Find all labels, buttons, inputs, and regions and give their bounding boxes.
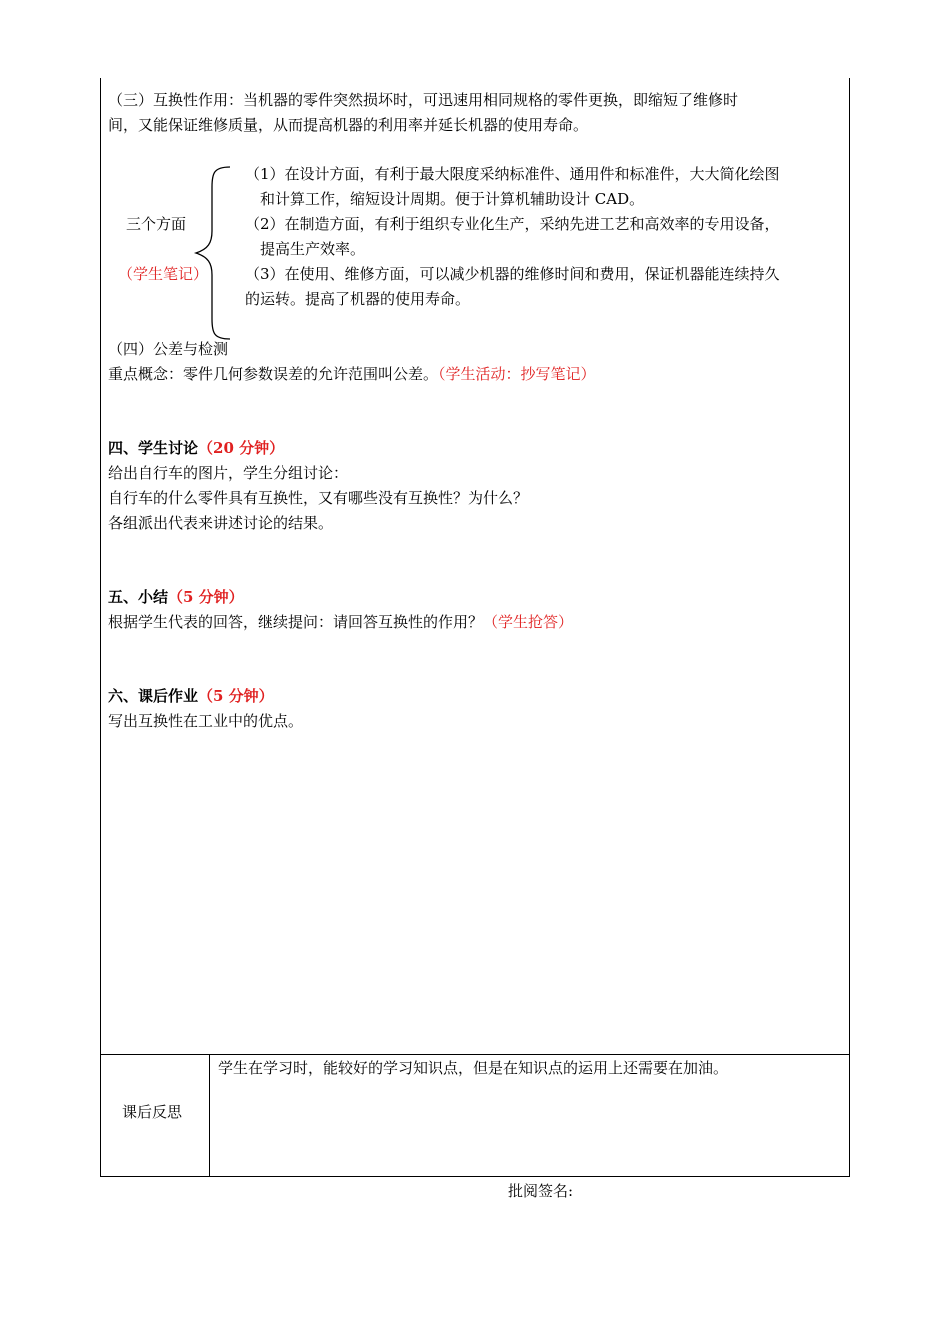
sec4-activity: （学生活动：抄写笔记） <box>438 365 596 383</box>
sec4-concept: 重点概念：零件几何参数误差的允许范围叫公差。 <box>108 365 439 383</box>
aspects-note: （学生笔记） <box>118 265 209 283</box>
curly-brace-icon <box>192 165 232 341</box>
sec4-title: （四）公差与检测 <box>108 340 229 358</box>
discussion-line3: 各组派出代表来讲述讨论的结果。 <box>108 514 334 532</box>
discussion-time: （20 分钟） <box>198 439 285 457</box>
summary-heading-line <box>108 586 244 608</box>
reflection-row-divider <box>100 1054 850 1055</box>
sec3-line2: 间，又能保证维修质量，从而提高机器的利用率并延长机器的使用寿命。 <box>108 116 589 134</box>
aspect-2-line1: （2）在制造方面，有利于组织专业化生产，采纳先进工艺和高效率的专用设备， <box>245 215 780 233</box>
discussion-line2: 自行车的什么零件具有互换性，又有哪些没有互换性？为什么？ <box>108 489 529 507</box>
aspect-1-line1: （1）在设计方面，有利于最大限度采纳标准件、通用件和标准件，大大简化绘图 <box>245 165 780 183</box>
summary-line <box>108 611 573 633</box>
aspect-3-line2: 的运转。提高了机器的使用寿命。 <box>245 290 471 308</box>
discussion-line1: 给出自行车的图片，学生分组讨论： <box>108 464 349 482</box>
summary-heading: 五、小结 <box>108 588 169 606</box>
homework-heading-line <box>108 685 274 707</box>
reflection-label: 课后反思 <box>122 1103 183 1121</box>
discussion-heading-line <box>108 437 284 459</box>
sec3-line1: （三）互换性作用：当机器的零件突然损坏时，可迅速用相同规格的零件更换，即缩短了维修时 <box>108 91 739 109</box>
aspect-2-line2: 提高生产效率。 <box>260 240 366 258</box>
sec4-concept-line <box>108 363 596 385</box>
discussion-heading: 四、学生讨论 <box>108 439 199 457</box>
reflection-column-divider <box>209 1054 210 1177</box>
summary-time: （5 分钟） <box>168 588 244 606</box>
signature-label: 批阅签名: <box>508 1182 574 1200</box>
homework-heading: 六、课后作业 <box>108 687 199 705</box>
homework-line1: 写出互换性在工业中的优点。 <box>108 712 304 730</box>
homework-time: （5 分钟） <box>198 687 274 705</box>
aspect-1-line2: 和计算工作，缩短设计周期。便于计算机辅助设计 CAD。 <box>260 190 645 208</box>
aspect-3-line1: （3）在使用、维修方面，可以减少机器的维修时间和费用，保证机器能连续持久 <box>245 265 780 283</box>
aspects-label: 三个方面 <box>126 215 187 233</box>
summary-activity: （学生抢答） <box>483 613 574 631</box>
summary-text: 根据学生代表的回答，继续提问：请回答互换性的作用？ <box>108 613 484 631</box>
reflection-text: 学生在学习时，能较好的学习知识点，但是在知识点的运用上还需要在加油。 <box>218 1059 729 1077</box>
